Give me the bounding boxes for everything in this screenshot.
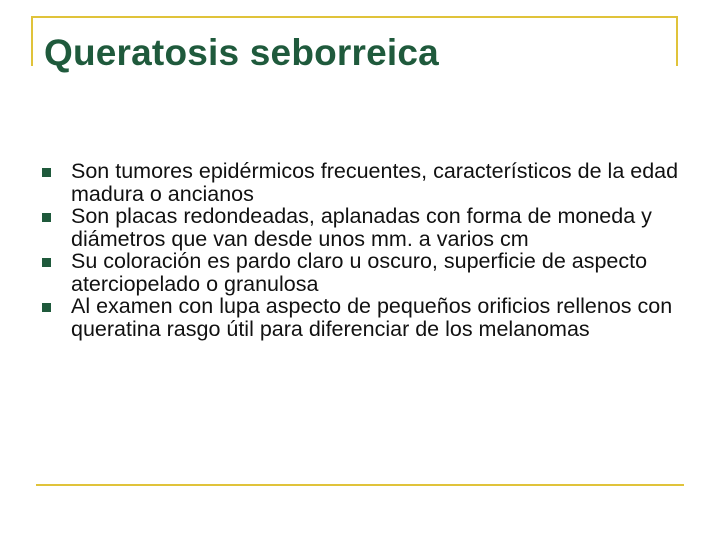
- footer-divider: [36, 484, 684, 486]
- bullet-text: Son placas redondeadas, aplanadas con forma de moneda y diámetros que van desde unos mm. a varios cm: [71, 204, 652, 251]
- bullet-item: [52, 250, 692, 295]
- title-frame-right-line: [676, 16, 678, 66]
- title-frame-left-line: [31, 16, 33, 66]
- bullet-item: [52, 160, 692, 205]
- bullet-list: [52, 160, 692, 340]
- slide-title: Queratosis seborreica: [44, 32, 439, 73]
- bullet-text: Su coloración es pardo claro u oscuro, superficie de aspecto aterciopelado o granulosa: [71, 249, 648, 296]
- square-bullet-icon: [42, 213, 51, 222]
- square-bullet-icon: [42, 303, 51, 312]
- bullet-item: [52, 295, 692, 340]
- title-frame-top-line: [31, 16, 678, 18]
- square-bullet-icon: [42, 168, 51, 177]
- bullet-text: Al examen con lupa aspecto de pequeños orificios rellenos con queratina rasgo útil para diferenciar de los melanomas: [71, 294, 673, 341]
- bullet-text: Son tumores epidérmicos frecuentes, característicos de la edad madura o ancianos: [71, 159, 679, 206]
- square-bullet-icon: [42, 258, 51, 267]
- bullet-item: [52, 205, 692, 250]
